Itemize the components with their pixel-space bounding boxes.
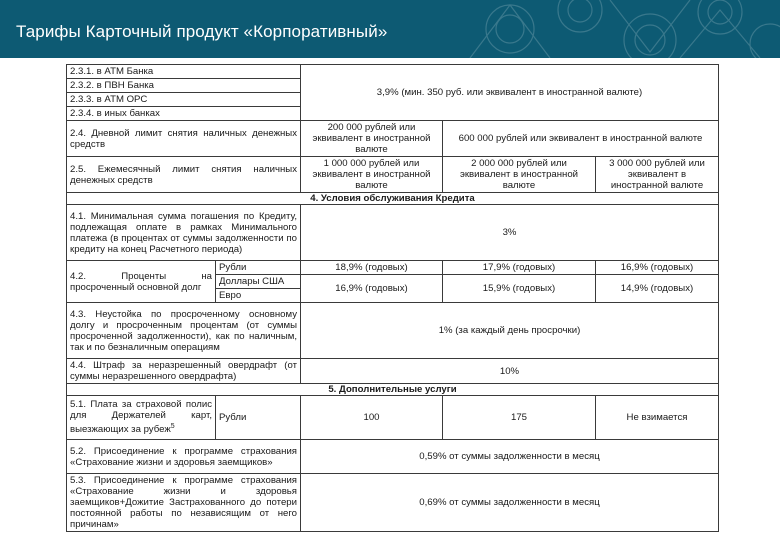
- table-row: [67, 396, 719, 440]
- table-row: [67, 359, 719, 384]
- section-5-title: 5. Дополнительные услуги: [67, 384, 719, 396]
- monthly-limit-value-1: 1 000 000 рублей или эквивалент в иностранной валюте: [301, 157, 443, 193]
- overdraft-label: 4.4. Штраф за неразрешенный овердрафт (от суммы неразрешенного овердрафта): [67, 359, 301, 384]
- monthly-limit-label: 2.5. Ежемесячный лимит снятия наличных денежных средств: [67, 157, 301, 193]
- monthly-limit-value-3: 3 000 000 рублей или эквивалент в иностранной валюте: [596, 157, 719, 193]
- insurance-policy-text: 5.1. Плата за страховой полис для Держателей карт, выезжающих за рубеж: [70, 399, 212, 436]
- currency-usd: Доллары США: [216, 275, 301, 289]
- table-row: [67, 205, 719, 261]
- daily-limit-value-1: 200 000 рублей или эквивалент в иностранной валюте: [301, 121, 443, 157]
- tariff-table-container: [66, 64, 718, 532]
- min-payment-value: 3%: [301, 205, 719, 261]
- section-4-title: 4. Условия обслуживания Кредита: [67, 193, 719, 205]
- table-row: [67, 65, 719, 79]
- table-row: [67, 193, 719, 205]
- decorative-pattern: [450, 0, 780, 58]
- insurance-policy-currency: Рубли: [216, 396, 301, 440]
- insurance-policy-value-1: 100: [301, 396, 443, 440]
- table-row: [67, 474, 719, 532]
- table-row: [67, 157, 719, 193]
- atm-row-label: 2.3.2. в ПВН Банка: [67, 79, 301, 93]
- interest-rub-2: 17,9% (годовых): [443, 261, 596, 275]
- tariff-table: [66, 64, 719, 532]
- atm-row-label: 2.3.1. в АТМ Банка: [67, 65, 301, 79]
- table-row: [67, 261, 719, 275]
- interest-fx-2: 15,9% (годовых): [443, 275, 596, 303]
- table-row: [67, 384, 719, 396]
- interest-label: 4.2. Проценты на просроченный основной долг: [67, 261, 216, 303]
- insurance-policy-value-2: 175: [443, 396, 596, 440]
- daily-limit-value-2: 600 000 рублей или эквивалент в иностранной валюте: [443, 121, 719, 157]
- currency-eur: Евро: [216, 289, 301, 303]
- interest-fx-3: 14,9% (годовых): [596, 275, 719, 303]
- header-bar: [0, 0, 780, 58]
- insurance-job-value: 0,69% от суммы задолженности в месяц: [301, 474, 719, 532]
- table-row: [67, 121, 719, 157]
- footnote-mark: 5: [170, 423, 175, 431]
- atm-fee-value: 3,9% (мин. 350 руб. или эквивалент в иностранной валюте): [301, 65, 719, 121]
- interest-fx-1: 16,9% (годовых): [301, 275, 443, 303]
- insurance-policy-label: [67, 396, 216, 440]
- insurance-job-label: 5.3. Присоединение к программе страхования «Страхование жизни и здоровья заемщиков+Дожитие Застрахованного до потери постоянной работы по независящим от него причинам»: [67, 474, 301, 532]
- currency-rub: Рубли: [216, 261, 301, 275]
- insurance-life-value: 0,59% от суммы задолженности в месяц: [301, 440, 719, 474]
- page-title: Тарифы Карточный продукт «Корпоративный»: [16, 22, 388, 41]
- daily-limit-label: 2.4. Дневной лимит снятия наличных денежных средств: [67, 121, 301, 157]
- table-row: [67, 440, 719, 474]
- interest-rub-3: 16,9% (годовых): [596, 261, 719, 275]
- insurance-policy-value-3: Не взимается: [596, 396, 719, 440]
- insurance-life-label: 5.2. Присоединение к программе страхования «Страхование жизни и здоровья заемщиков»: [67, 440, 301, 474]
- penalty-label: 4.3. Неустойка по просроченному основному долгу и просроченным процентам (от суммы просроченной задолженности), как по наличным, так и по безналичным операциям: [67, 303, 301, 359]
- penalty-value: 1% (за каждый день просрочки): [301, 303, 719, 359]
- table-row: [67, 303, 719, 359]
- overdraft-value: 10%: [301, 359, 719, 384]
- min-payment-label: 4.1. Минимальная сумма погашения по Кредиту, подлежащая оплате в рамках Минимального платежа (в процентах от суммы задолженности по кредиту на конец Расчетного периода): [67, 205, 301, 261]
- monthly-limit-value-2: 2 000 000 рублей или эквивалент в иностранной валюте: [443, 157, 596, 193]
- atm-row-label: 2.3.4. в иных банках: [67, 107, 301, 121]
- atm-row-label: 2.3.3. в АТМ ОРС: [67, 93, 301, 107]
- interest-rub-1: 18,9% (годовых): [301, 261, 443, 275]
